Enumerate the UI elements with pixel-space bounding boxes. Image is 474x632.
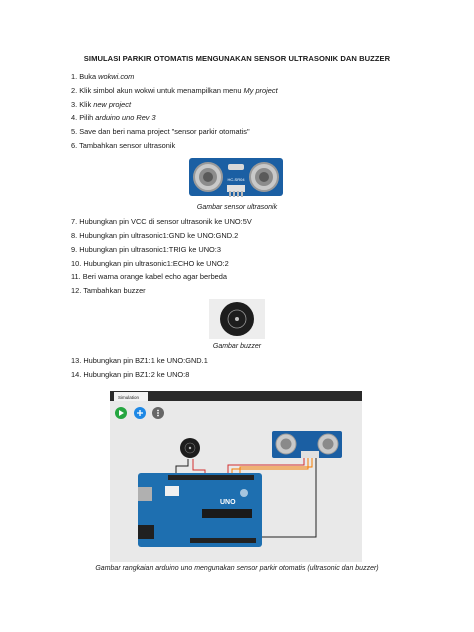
add-part-button[interactable] <box>134 407 146 419</box>
sensor-label: HC-SR04 <box>227 177 245 182</box>
document-title: SIMULASI PARKIR OTOMATIS MENGUNAKAN SENSOR ULTRASONIK DAN BUZZER <box>83 54 391 63</box>
step-1: 1. Buka wokwi.com <box>71 72 135 81</box>
buzzer-image <box>209 299 265 339</box>
step-12: 12. Tambahkan buzzer <box>71 286 146 295</box>
more-options-button[interactable] <box>152 407 164 419</box>
step-2: 2. Klik simbol akun wokwi untuk menampilkan menu My project <box>71 86 278 95</box>
play-button[interactable] <box>115 407 127 419</box>
simulation-tab-label: Simulation <box>118 395 140 400</box>
step-14: 14. Hubungkan pin BZ1:2 ke UNO:8 <box>71 370 190 379</box>
circuit-caption: Gambar rangkaian arduino uno mengunakan sensor parkir otomatis (ultrasonic dan buzzer) <box>95 565 379 572</box>
step-7: 7. Hubungkan pin VCC di sensor ultrasonik ke UNO:5V <box>71 217 252 226</box>
buzzer-component[interactable] <box>180 438 200 458</box>
sensor-caption: Gambar sensor ultrasonik <box>196 204 278 211</box>
step-6: 6. Tambahkan sensor ultrasonik <box>71 141 176 150</box>
step-11: 11. Beri warna orange kabel echo agar berbeda <box>71 272 228 281</box>
step-3: 3. Klik new project <box>71 100 131 109</box>
step-10: 10. Hubungkan pin ultrasonic1:ECHO ke UNO:2 <box>71 259 229 268</box>
step-8: 8. Hubungkan pin ultrasonic1:GND ke UNO:GND.2 <box>71 231 239 240</box>
ultrasonic-component[interactable] <box>272 431 342 458</box>
arduino-uno-board[interactable] <box>138 473 262 547</box>
step-5: 5. Save dan beri nama project "sensor parkir otomatis" <box>71 127 250 136</box>
step-4: 4. Pilih arduino uno Rev 3 <box>71 113 156 122</box>
simulation-screenshot <box>110 391 362 562</box>
board-label: UNO <box>220 499 236 506</box>
buzzer-caption: Gambar buzzer <box>212 343 262 350</box>
more-vertical-icon <box>157 410 159 417</box>
step-9: 9. Hubungkan pin ultrasonic1:TRIG ke UNO:3 <box>71 245 221 254</box>
ultrasonic-sensor-image <box>187 155 285 199</box>
step-13: 13. Hubungkan pin BZ1:1 ke UNO:GND.1 <box>71 356 208 365</box>
